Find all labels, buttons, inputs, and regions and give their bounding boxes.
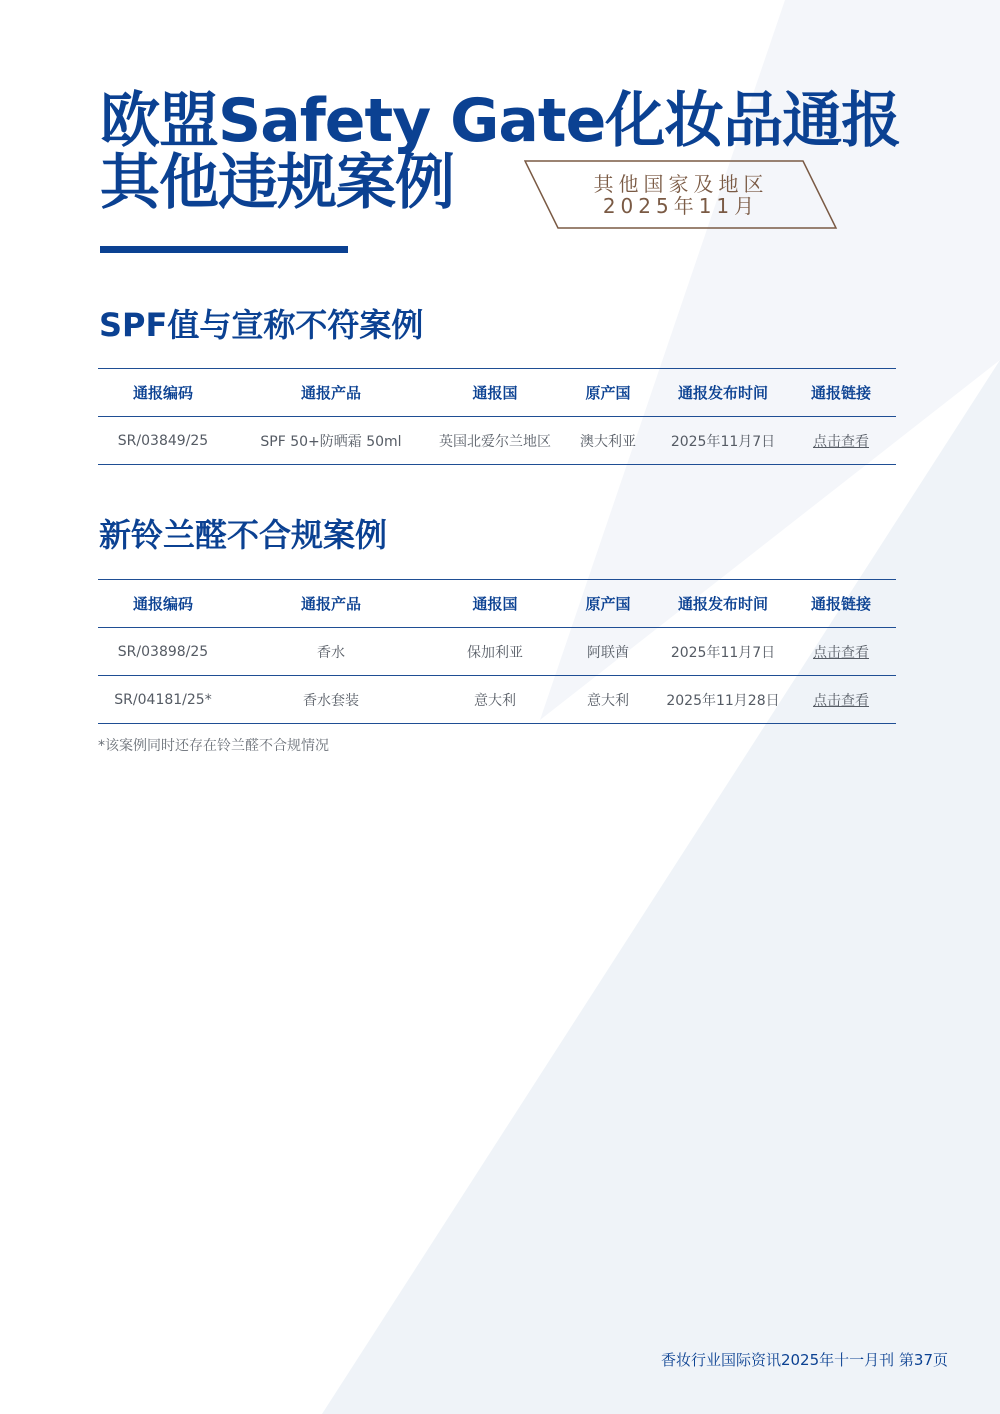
col-header-product: 通报产品 [228,369,434,417]
notifying-country: 英国北爱尔兰地区 [434,417,556,465]
col-header-link: 通报链接 [786,580,896,628]
origin-country: 澳大利亚 [556,417,660,465]
badge-region: 其他国家及地区 [593,172,769,196]
footnote: *该案例同时还存在铃兰醛不合规情况 [98,738,329,754]
table-row [98,628,896,676]
table-row [98,417,896,465]
view-link[interactable]: 点击查看 [813,692,869,709]
origin-country: 阿联酋 [556,628,660,676]
origin-country: 意大利 [556,676,660,724]
page-title-line2: 其他违规案例 [100,148,454,218]
report-code: SR/04181/25* [98,676,228,724]
notifying-country: 保加利亚 [434,628,556,676]
report-code: SR/03898/25 [98,628,228,676]
table-row [98,676,896,724]
col-header-product: 通报产品 [228,580,434,628]
col-header-publish-date: 通报发布时间 [660,580,786,628]
spf-case-table [98,368,896,465]
col-header-origin-country: 原产国 [556,580,660,628]
page-footer: 香妆行业国际资讯2025年十一月刊 第37页 [660,1351,948,1369]
view-link[interactable]: 点击查看 [813,433,869,450]
col-header-link: 通报链接 [786,369,896,417]
page-title-line1: 欧盟Safety Gate化妆品通报 [100,86,901,156]
col-header-report-code: 通报编码 [98,369,228,417]
publish-date: 2025年11月28日 [660,676,786,724]
table-header-row [98,580,896,628]
title-underline [100,246,348,253]
publish-date: 2025年11月7日 [660,417,786,465]
section-title-lilial: 新铃兰醛不合规案例 [99,516,388,554]
col-header-publish-date: 通报发布时间 [660,369,786,417]
report-code: SR/03849/25 [98,417,228,465]
view-link[interactable]: 点击查看 [813,644,869,661]
lilial-case-table [98,579,896,724]
region-date-badge [524,160,838,230]
col-header-notifying-country: 通报国 [434,369,556,417]
product-name: 香水套装 [228,676,434,724]
section-title-spf: SPF值与宣称不符案例 [99,306,424,344]
col-header-notifying-country: 通报国 [434,580,556,628]
publish-date: 2025年11月7日 [660,628,786,676]
product-name: SPF 50+防晒霜 50ml [228,417,434,465]
badge-date: 2025年11月 [602,194,760,218]
table-header-row [98,369,896,417]
product-name: 香水 [228,628,434,676]
col-header-origin-country: 原产国 [556,369,660,417]
notifying-country: 意大利 [434,676,556,724]
col-header-report-code: 通报编码 [98,580,228,628]
